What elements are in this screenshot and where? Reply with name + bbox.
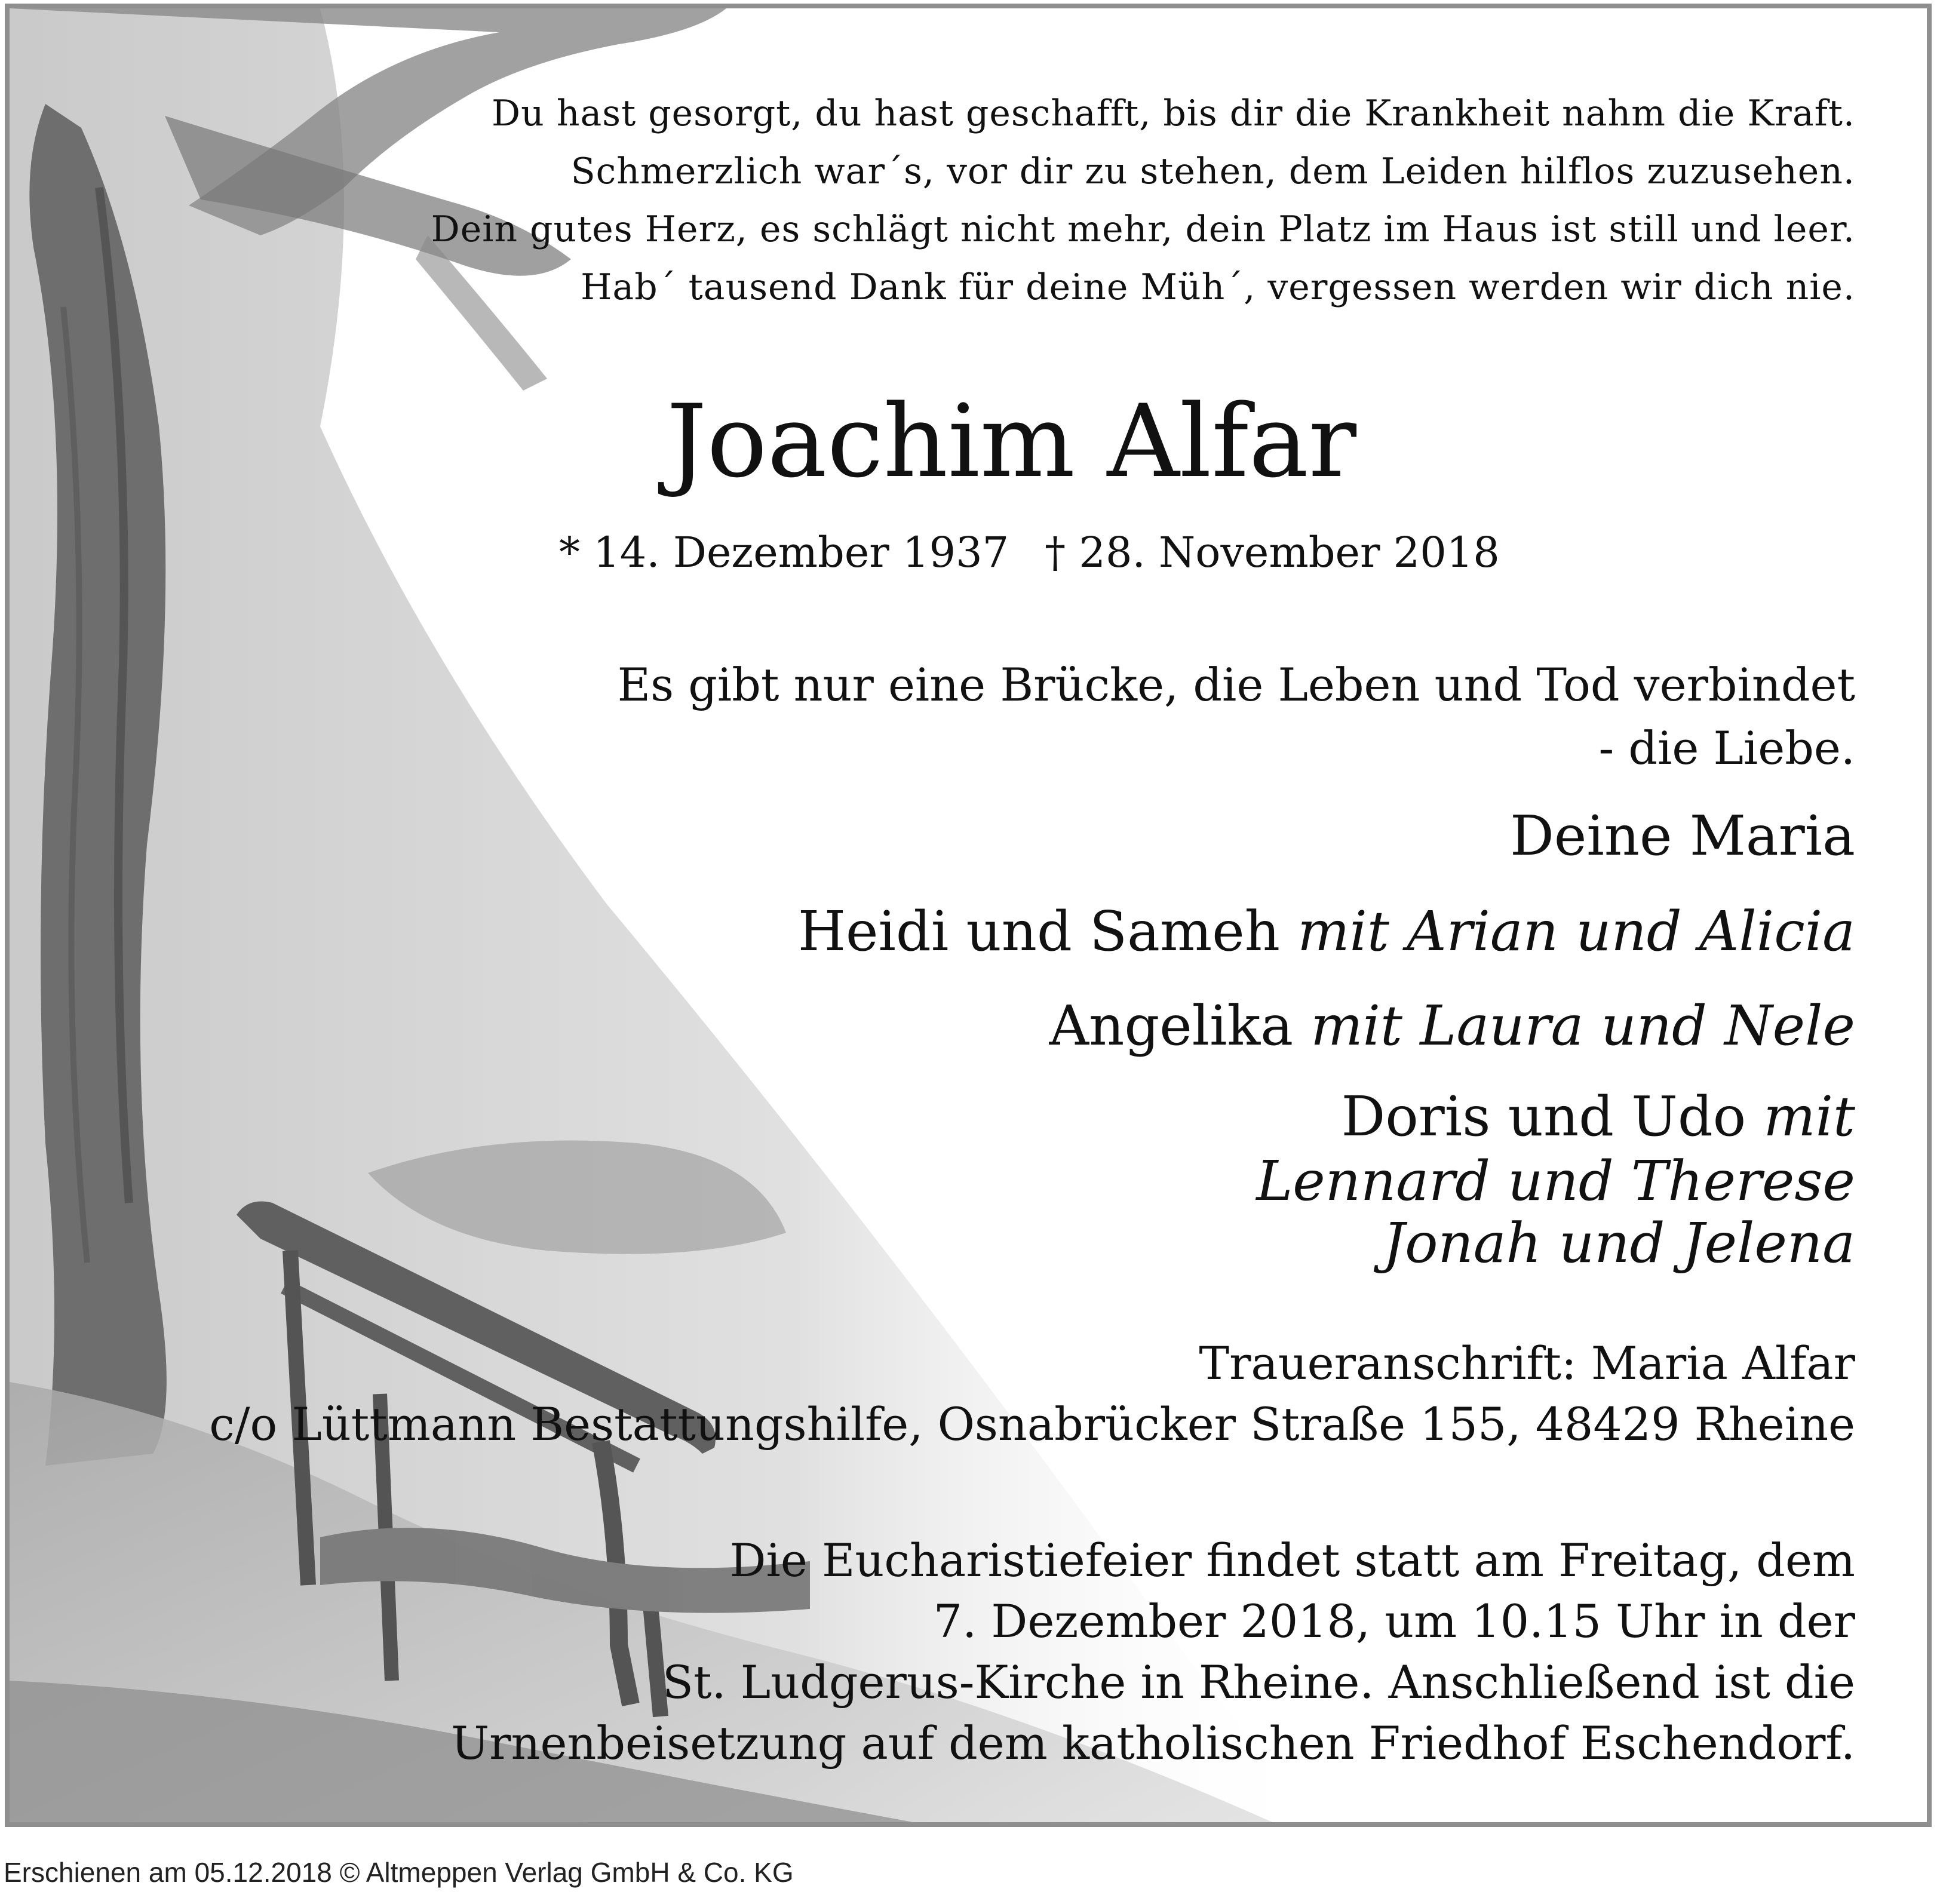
mourner-children: mit Laura und Nele	[1310, 994, 1855, 1058]
obituary-frame	[5, 4, 1932, 1827]
mourner-line	[1256, 1083, 1855, 1275]
mourner-line	[1510, 803, 1855, 870]
mourner-name: Doris und Udo	[1341, 1085, 1746, 1148]
life-dates	[559, 526, 1500, 579]
mourning-address	[209, 1333, 1855, 1455]
deceased-name: Joachim Alfar	[667, 383, 1357, 500]
poem-line: Schmerzlich war´s, vor dir zu stehen, dem Leiden hilflos zuzusehen.	[570, 151, 1855, 192]
address-line: c/o Lüttmann Bestattungshilfe, Osnabrücker Straße 155, 48429 Rheine	[209, 1398, 1855, 1451]
mourner-children: Jonah und Jelena	[1383, 1211, 1855, 1275]
service-line: 7. Dezember 2018, um 10.15 Uhr in der	[933, 1595, 1855, 1648]
poem-line: Du hast gesorgt, du hast geschafft, bis dir die Krankheit nahm die Kraft.	[492, 93, 1855, 134]
poem-verse	[362, 85, 1855, 317]
mourner-children: mit Arian und Alicia	[1297, 899, 1855, 963]
mourner-line	[798, 898, 1855, 965]
quote-line: - die Liebe.	[1598, 721, 1855, 775]
service-line: Die Eucharistiefeier findet statt am Freitag, dem	[729, 1534, 1855, 1587]
poem-line: Dein gutes Herz, es schlägt nicht mehr, dein Platz im Haus ist still und leer.	[431, 208, 1855, 250]
birth-date: * 14. Dezember 1937	[559, 528, 1009, 577]
service-notice	[451, 1530, 1855, 1774]
address-line: Traueranschrift: Maria Alfar	[1199, 1337, 1855, 1390]
mourner-name: Deine Maria	[1510, 804, 1855, 868]
mourner-line	[1049, 993, 1855, 1060]
mourner-children: mit	[1763, 1085, 1855, 1148]
service-line: St. Ludgerus-Kirche in Rheine. Anschließend ist die	[662, 1656, 1855, 1709]
mourner-name: Angelika	[1049, 994, 1294, 1058]
quote	[618, 653, 1855, 780]
poem-line: Hab´ tausend Dank für deine Müh´, vergessen werden wir dich nie.	[581, 266, 1855, 308]
service-line: Urnenbeisetzung auf dem katholischen Friedhof Eschendorf.	[451, 1716, 1855, 1770]
mourner-children: Lennard und Therese	[1256, 1149, 1855, 1213]
publication-footer: Erschienen am 05.12.2018 © Altmeppen Verlag GmbH & Co. KG	[4, 1857, 794, 1888]
quote-line: Es gibt nur eine Brücke, die Leben und Tod verbindet	[617, 658, 1855, 711]
death-date: † 28. November 2018	[1045, 528, 1500, 577]
mourner-name: Heidi und Sameh	[797, 899, 1280, 963]
